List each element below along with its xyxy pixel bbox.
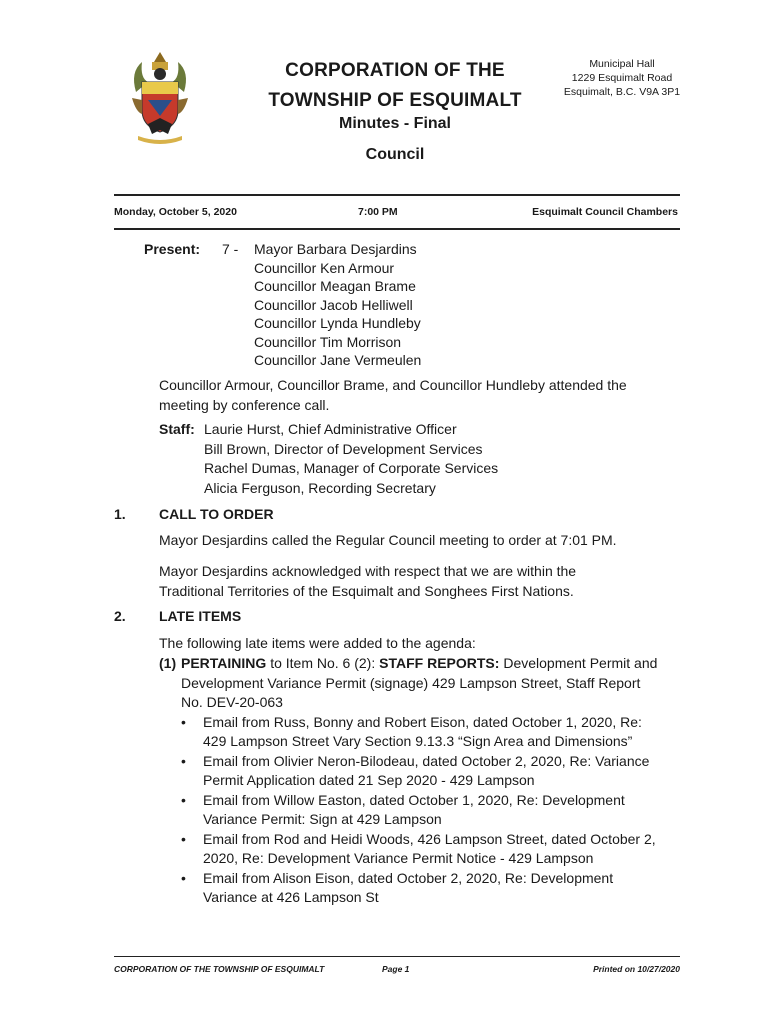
- present-count: 7 -: [222, 241, 239, 257]
- present-member-list: [254, 240, 421, 370]
- email-item: • Email from Olivier Neron-Bilodeau, dated October 2, 2020, Re: Variance Permit Application dated 21 Sep 2020 - 429 Lampson: [181, 752, 664, 791]
- late-item-1-email-list: [159, 713, 664, 908]
- section-1-heading: CALL TO ORDER: [159, 506, 274, 522]
- present-member: Councillor Jacob Helliwell: [254, 296, 413, 313]
- section-1-acknowledgement: Mayor Desjardins acknowledged with respect that we are within the Traditional Territories of the Esquimalt and Songhees First Nations.: [159, 563, 577, 599]
- document-title-line1: CORPORATION OF THE: [285, 60, 505, 81]
- staff-label: Staff:: [159, 421, 195, 437]
- late-item-1: [159, 654, 664, 908]
- meeting-time: 7:00 PM: [358, 206, 398, 218]
- present-member: Councillor Jane Vermeulen: [254, 352, 422, 368]
- address-line-3: Esquimalt, B.C. V9A 3P1: [563, 86, 681, 98]
- present-member: Councillor Ken Armour: [254, 259, 395, 276]
- meeting-date: Monday, October 5, 2020: [114, 206, 237, 218]
- footer-page-number: Page 1: [382, 964, 410, 974]
- late-items-intro: The following late items were added to the agenda:: [159, 635, 476, 651]
- footer-organization: CORPORATION OF THE TOWNSHIP OF ESQUIMALT: [114, 964, 325, 974]
- section-2-number: 2.: [114, 608, 126, 624]
- footer-printed-date: Printed on 10/27/2020: [593, 964, 680, 974]
- late-item-1-number: (1): [159, 655, 177, 671]
- present-member: Mayor Barbara Desjardins: [254, 241, 417, 257]
- late-item-1-reference: to Item No. 6 (2):: [266, 655, 380, 671]
- email-item: • Email from Rod and Heidi Woods, 426 Lampson Street, dated October 2, 2020, Re: Development Variance Permit Notice - 429 Lampson: [181, 830, 664, 869]
- late-item-1-description: [159, 654, 664, 713]
- late-item-1-detail: Development Permit and Development Variance Permit (signage) 429 Lampson Street, Staff Report No. DEV-20-063: [181, 655, 658, 710]
- header-bottom-rule: [114, 228, 680, 230]
- address-line-2: 1229 Esquimalt Road: [571, 72, 673, 84]
- meeting-location: Esquimalt Council Chambers: [532, 206, 678, 218]
- staff-member: Rachel Dumas, Manager of Corporate Services: [204, 460, 499, 476]
- conference-call-note: Councillor Armour, Councillor Brame, and Councillor Hundleby attended the meeting by conference call.: [159, 377, 627, 413]
- email-item: • Email from Russ, Bonny and Robert Eison, dated October 1, 2020, Re: 429 Lampson Street Vary Section 9.13.3 “Sign Area and Dimensions”: [181, 713, 664, 752]
- staff-member: Laurie Hurst, Chief Administrative Officer: [204, 421, 457, 437]
- footer-rule: [114, 956, 680, 957]
- section-2-heading: LATE ITEMS: [159, 608, 242, 624]
- email-item: • Email from Willow Easton, dated October 1, 2020, Re: Development Variance Permit: Sign at 429 Lampson: [181, 791, 664, 830]
- present-member: Councillor Lynda Hundleby: [254, 315, 421, 331]
- minutes-status: Minutes - Final: [339, 115, 451, 132]
- present-member: Councillor Tim Morrison: [254, 333, 402, 350]
- staff-member: Alicia Ferguson, Recording Secretary: [204, 479, 436, 496]
- section-1-call-to-order-text: Mayor Desjardins called the Regular Council meeting to order at 7:01 PM.: [159, 532, 617, 548]
- email-item: • Email from Alison Eison, dated October 2, 2020, Re: Development Variance at 426 Lampson St: [181, 869, 664, 908]
- document-title-line2: TOWNSHIP OF ESQUIMALT: [268, 90, 522, 111]
- header-top-rule: [114, 194, 680, 196]
- present-label: Present:: [144, 241, 201, 257]
- present-member: Councillor Meagan Brame: [254, 278, 416, 294]
- municipal-address: [548, 57, 696, 99]
- late-item-1-staff-reports: STAFF REPORTS:: [379, 655, 500, 671]
- staff-member: Bill Brown, Director of Development Services: [204, 440, 483, 457]
- township-crest-logo: [128, 52, 192, 144]
- address-line-1: Municipal Hall: [589, 58, 655, 70]
- council-label: Council: [365, 146, 425, 163]
- late-item-1-pertaining: PERTAINING: [181, 655, 267, 671]
- staff-list: [204, 420, 498, 498]
- section-1-number: 1.: [114, 506, 126, 522]
